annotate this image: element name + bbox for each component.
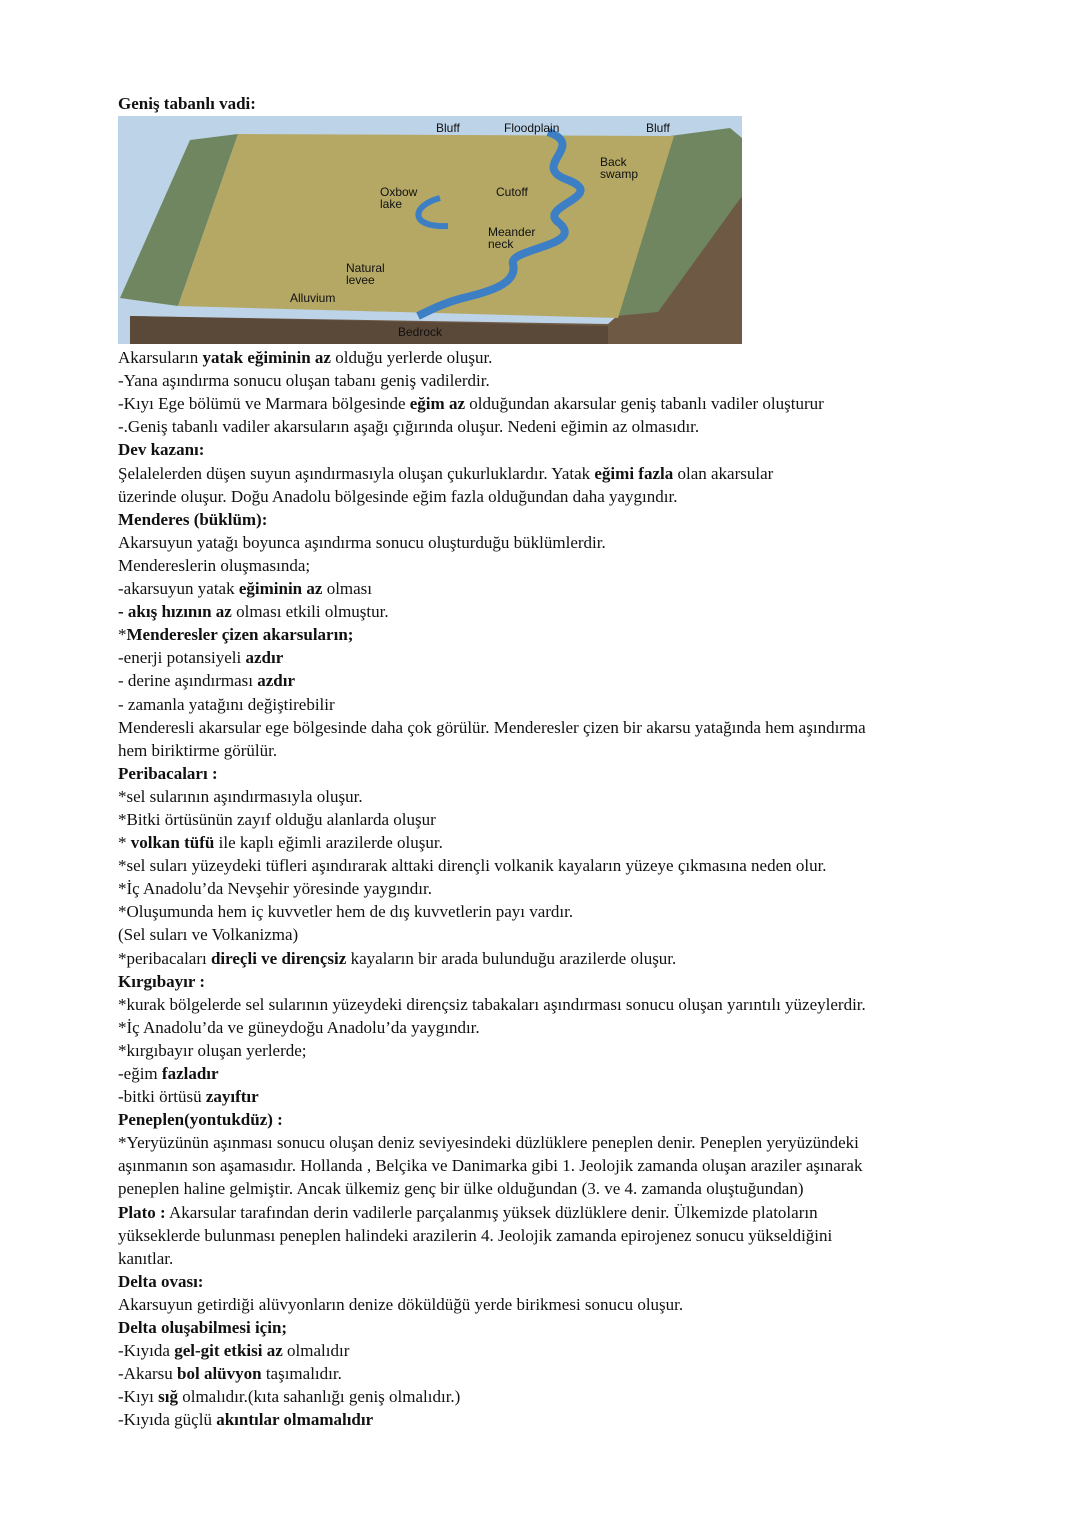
heading-genis-tabanli-vadi: Geniş tabanlı vadi: (118, 94, 256, 113)
text-line: -Yana aşındırma sonucu oluşan tabanı geniş vadilerdir. (118, 371, 490, 391)
text-line: yükseklerde bulunması peneplen halindeki arazilerin 4. Jeolojik zamanda epirojenez sonucu yükseldiğini (118, 1225, 833, 1245)
text-line: -Kıyıda güçlü akıntılar olmamalıdır (118, 1410, 374, 1430)
text-line: *kurak bölgelerde sel sularının yüzeydeki dirençsiz tabakaları aşındırması sonucu oluşan yarıntılı yüzeylerdir. (118, 994, 866, 1014)
heading-delta-ovasi: Delta ovası: (118, 1271, 204, 1291)
text-line: -.Geniş tabanlı vadiler akarsuların aşağı çığırında oluşur. Nedeni eğimin az olmasıdır. (118, 417, 700, 437)
text-line: *Yeryüzünün aşınması sonucu oluşan deniz seviyesindeki düzlüklere peneplen denir. Peneplen yeryüzündeki (118, 1133, 859, 1153)
label-alluvium: Alluvium (290, 291, 336, 306)
text-line: Mendereslerin oluşmasında; (118, 555, 311, 575)
text-line: aşınmanın son aşamasıdır. Hollanda , Belçika ve Danimarka gibi 1. Jeolojik zamanda oluşan araziler aşınarak (118, 1156, 863, 1176)
label-back-swamp-1: Back (600, 155, 627, 170)
label-bluff-left: Bluff (436, 121, 460, 136)
text-line: Plato : Akarsular tarafından derin vadilerle parçalanmış yüksek düzlüklere denir. Ülkemizde platoların (118, 1202, 818, 1222)
text-line: *Bitki örtüsünün zayıf olduğu alanlarda oluşur (118, 809, 436, 829)
label-meander-1: Meander (488, 225, 536, 240)
text-line: -Akarsu bol alüvyon taşımalıdır. (118, 1364, 342, 1384)
text-line: -eğim fazladır (118, 1064, 219, 1083)
text-line: - akış hızının az olması etkili olmuştur. (118, 602, 389, 622)
text-line: kanıtlar. (118, 1248, 174, 1268)
text-line: -bitki örtüsü zayıftır (118, 1087, 259, 1107)
label-meander-2: neck (488, 237, 514, 252)
text-line: -Kıyıda gel-git etkisi az olmalıdır (118, 1341, 350, 1361)
label-natural-2: levee (346, 273, 375, 288)
text-line: - derine aşındırması azdır (118, 671, 296, 691)
text-line: -Kıyı Ege bölümü ve Marmara bölgesinde eğim az olduğundan akarsular geniş tabanlı vadiler oluşturur (118, 394, 824, 414)
label-back-swamp-2: swamp (600, 167, 639, 182)
text-line: *İç Anadolu’da Nevşehir yöresinde yaygındır. (118, 879, 432, 899)
text-line: peneplen haline gelmiştir. Ancak ülkemiz genç bir ülke olduğundan (3. ve 4. zamanda oluştuğundan) (118, 1179, 804, 1199)
label-cutoff: Cutoff (496, 185, 528, 200)
text-line: *Oluşumunda hem iç kuvvetler hem de dış kuvvetlerin payı vardır. (118, 902, 574, 922)
text-line: *Menderesler çizen akarsuların; (118, 625, 354, 645)
heading-peneplen: Peneplen(yontukdüz) : (118, 1110, 283, 1130)
text-line: -akarsuyun yatak eğiminin az olması (118, 579, 373, 599)
heading-dev-kazani: Dev kazanı: (118, 440, 205, 460)
text-line: (Sel suları ve Volkanizma) (118, 925, 299, 945)
label-bluff-right: Bluff (646, 121, 670, 136)
text-line: hem biriktirme görülür. (118, 740, 278, 760)
heading-kirgibayir: Kırgıbayır : (118, 971, 206, 991)
floodplain-diagram (118, 116, 742, 344)
text-line: *kırgıbayır oluşan yerlerde; (118, 1040, 307, 1060)
label-oxbow-2: lake (380, 197, 403, 212)
heading-peribacalari: Peribacaları : (118, 763, 218, 783)
text-line: Şelalelerden düşen suyun aşındırmasıyla oluşan çukurluklardır. Yatak eğimi fazla olan akarsular (118, 463, 774, 483)
label-oxbow-1: Oxbow (380, 185, 418, 200)
label-bedrock: Bedrock (398, 325, 443, 340)
label-floodplain: Floodplain (504, 121, 560, 136)
text-line: Menderesli akarsular ege bölgesinde daha çok görülür. Menderesler çizen bir akarsu yatağında hem aşındırma (118, 717, 866, 737)
heading-menderes: Menderes (büklüm): (118, 509, 268, 529)
text-line: * volkan tüfü ile kaplı eğimli arazilerde oluşur. (118, 833, 443, 853)
text-line: Akarsuların yatak eğiminin az olduğu yerlerde oluşur. (118, 348, 493, 368)
floodplain-diagram-svg (118, 116, 742, 344)
text-line: *sel suları yüzeydeki tüfleri aşındırarak alttaki dirençli volkanik kayaların yüzeye çıkmasına neden olur. (118, 856, 827, 876)
text-line: üzerinde oluşur. Doğu Anadolu bölgesinde eğim fazla olduğundan daha yaygındır. (118, 486, 678, 506)
heading-delta-olusabilmesi: Delta oluşabilmesi için; (118, 1318, 288, 1338)
label-natural-1: Natural (346, 261, 385, 276)
document-page (118, 92, 1018, 1432)
text-line: -enerji potansiyeli azdır (118, 648, 284, 668)
text-line: - zamanla yatağını değiştirebilir (118, 694, 335, 714)
text-line: *sel sularının aşındırmasıyla oluşur. (118, 786, 363, 806)
text-line: *peribacaları direçli ve dirençsiz kayaların bir arada bulunduğu arazilerde oluşur. (118, 948, 677, 968)
text-line: -Kıyı sığ olmalıdır.(kıta sahanlığı geniş olmalıdır.) (118, 1387, 461, 1407)
text-line: Akarsuyun getirdiği alüvyonların denize döküldüğü yerde birikmesi sonucu oluşur. (118, 1294, 684, 1314)
text-line: *İç Anadolu’da ve güneydoğu Anadolu’da yaygındır. (118, 1017, 480, 1037)
text-line: Akarsuyun yatağı boyunca aşındırma sonucu oluşturduğu büklümlerdir. (118, 532, 606, 552)
